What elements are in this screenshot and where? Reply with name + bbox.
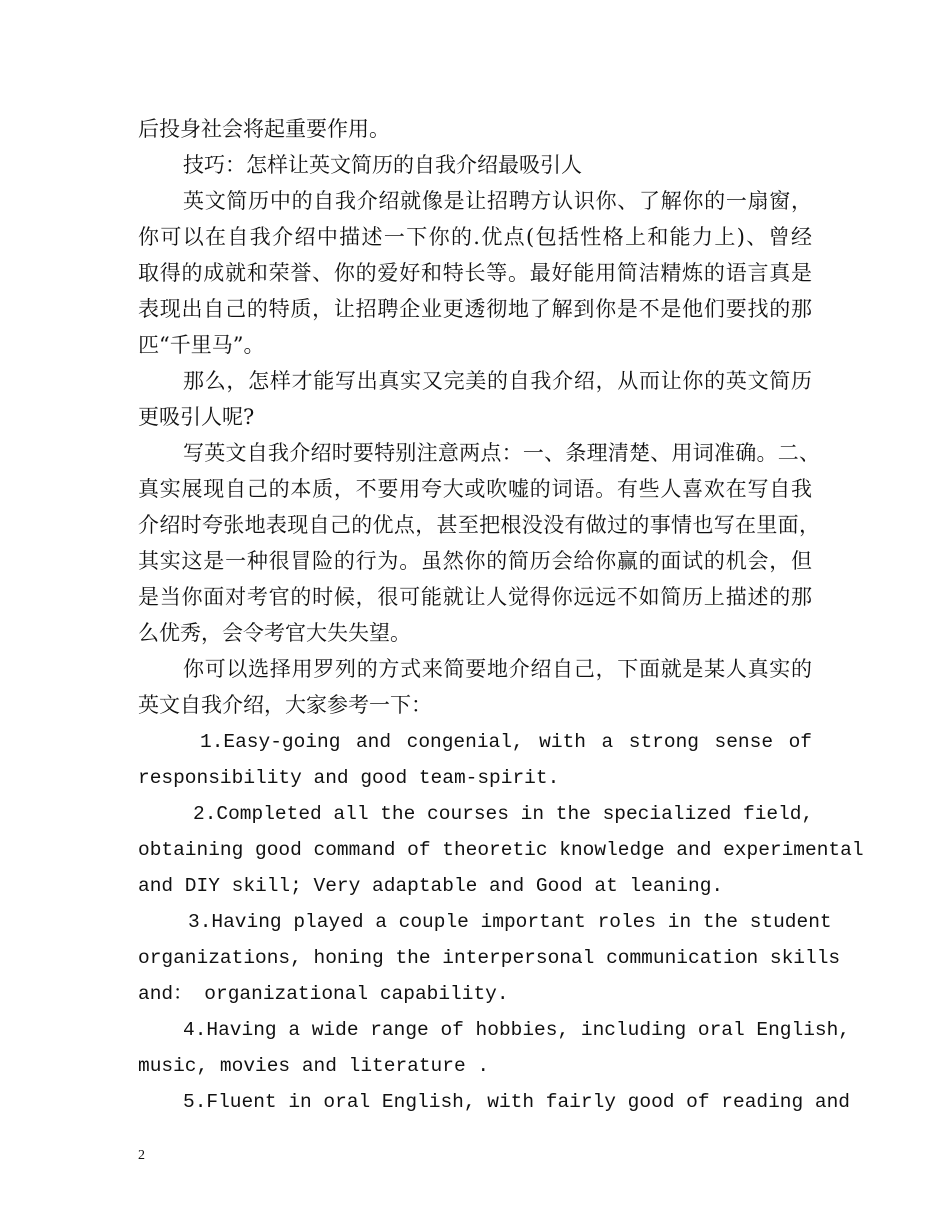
paragraph-line: 匹“千里马”。 [138,333,265,357]
paragraph-line: 表现出自己的特质，让招聘企业更透彻地了解到你是不是他们要找的那 [138,297,812,321]
paragraph-line: 英文自我介绍，大家参考一下： [138,693,432,717]
section-heading: 技巧：怎样让英文简历的自我介绍最吸引人 [183,153,582,177]
paragraph-line: 其实这是一种很冒险的行为。虽然你的简历会给你赢的面试的机会，但 [138,549,812,573]
list-item-line: 1.Easy-going and congenial, with a strong sense of [200,731,812,753]
list-item-line: responsibility and good team-spirit. [138,767,560,789]
paragraph-line: 你可以选择用罗列的方式来简要地介绍自己，下面就是某人真实的 [183,657,812,681]
list-item-line: 3.Having played a couple important roles in the student [188,911,832,933]
list-item-line: 4.Having a wide range of hobbies, including oral English, [183,1019,851,1041]
paragraph-line: 真实展现自己的本质，不要用夸大或吹嘘的词语。有些人喜欢在写自我 [138,477,812,501]
list-item-line: 5.Fluent in oral English, with fairly good of reading and [183,1091,851,1113]
list-item-line: 2.Completed all the courses in the specialized field, [193,803,814,825]
list-item-line: obtaining good command of theoretic knowledge and experimental [138,839,864,861]
paragraph-line: 英文简历中的自我介绍就像是让招聘方认识你、了解你的一扇窗， [183,189,812,213]
list-item-line: and DIY skill; Very adaptable and Good at leaning. [138,875,724,897]
paragraph-line: 介绍时夸张地表现自己的优点，甚至把根没没有做过的事情也写在里面， [138,513,820,537]
paragraph-line: 更吸引人呢? [138,405,255,429]
paragraph-line: 写英文自我介绍时要特别注意两点：一、条理清楚、用词准确。二、 [183,441,820,465]
paragraph-line: 你可以在自我介绍中描述一下你的.优点(包括性格上和能力上)、曾经 [138,225,812,249]
page-number: 2 [138,1148,145,1163]
list-item-line: music, movies and literature . [138,1055,490,1077]
paragraph-line: 是当你面对考官的时候，很可能就让人觉得你远远不如简历上描述的那 [138,585,812,609]
list-item-line: and： organizational capability. [138,983,509,1005]
paragraph-line: 后投身社会将起重要作用。 [138,117,390,141]
paragraph-line: 么优秀，会令考官大失失望。 [138,621,411,645]
paragraph-line: 取得的成就和荣誉、你的爱好和特长等。最好能用简洁精炼的语言真是 [138,261,812,285]
paragraph-line: 那么，怎样才能写出真实又完美的自我介绍，从而让你的英文简历 [183,369,812,393]
list-item-line: organizations, honing the interpersonal communication skills [138,947,841,969]
